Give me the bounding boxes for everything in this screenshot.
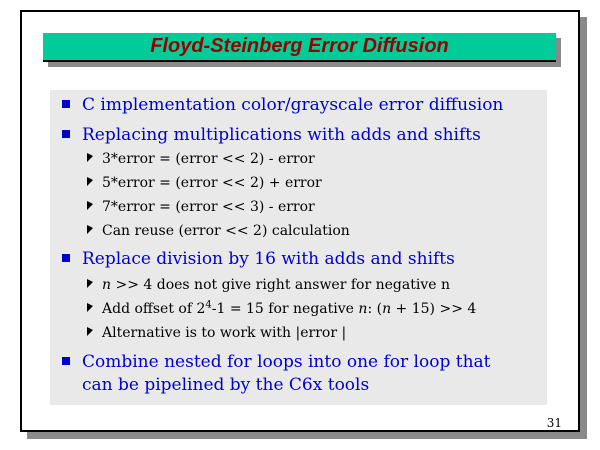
page-number: 31 <box>546 416 562 430</box>
sub-bullet-text: n <box>102 277 112 293</box>
sub-bullet-text: n <box>358 301 368 317</box>
bullet-text-line-1 <box>62 351 490 374</box>
bullet-text-line-2 <box>82 374 490 397</box>
sub-bullet-item <box>87 175 322 192</box>
sub-bullet-text: -1 = 15 for negative <box>211 301 359 317</box>
sub-bullet-item <box>87 151 315 168</box>
sub-bullet-item <box>87 199 315 216</box>
bullet-item <box>62 95 503 115</box>
sub-bullet-item <box>87 277 450 294</box>
bullet-item <box>62 351 490 397</box>
sub-bullet-item <box>87 301 476 318</box>
bullet-text: Combine nested for loops into one for loop that <box>82 352 491 372</box>
sub-bullet-text: 5*error = (error << 2) + error <box>102 175 322 191</box>
arrow-bullet-icon <box>87 303 93 312</box>
slide <box>20 10 580 432</box>
bullet-text: C implementation color/grayscale error diffusion <box>82 95 504 115</box>
arrow-bullet-icon <box>87 177 93 186</box>
bullet-item <box>62 249 455 269</box>
arrow-bullet-icon <box>87 327 93 336</box>
sub-bullet-text: 3*error = (error << 2) - error <box>102 151 315 167</box>
superscript-exponent: 4 <box>205 299 212 311</box>
slide-title: Floyd-Steinberg Error Diffusion <box>150 35 449 57</box>
slide-title-bar <box>43 33 556 62</box>
sub-bullet-text: + 15) >> 4 <box>391 301 477 317</box>
arrow-bullet-icon <box>87 201 93 210</box>
bullet-text: Replace division by 16 with adds and shifts <box>82 249 455 269</box>
sub-bullet-item <box>87 325 346 342</box>
square-bullet-icon <box>62 357 70 365</box>
sub-bullet-text: : ( <box>367 301 383 317</box>
bullet-text: can be pipelined by the C6x tools <box>82 375 370 395</box>
sub-bullet-item <box>87 223 350 240</box>
square-bullet-icon <box>62 254 70 262</box>
sub-bullet-text: 7*error = (error << 3) - error <box>102 199 315 215</box>
square-bullet-icon <box>62 100 70 108</box>
sub-bullet-text: >> 4 does not give right answer for negative n <box>111 277 450 293</box>
bullet-item <box>62 125 481 145</box>
slide-content-panel <box>50 90 547 405</box>
arrow-bullet-icon <box>87 225 93 234</box>
sub-bullet-text: Add offset of 2 <box>102 301 206 317</box>
bullet-text: Replacing multiplications with adds and shifts <box>82 125 481 145</box>
sub-bullet-text: Alternative is to work with |error | <box>102 325 347 341</box>
arrow-bullet-icon <box>87 153 93 162</box>
square-bullet-icon <box>62 130 70 138</box>
arrow-bullet-icon <box>87 279 93 288</box>
sub-bullet-text: n <box>382 301 392 317</box>
sub-bullet-text: Can reuse (error << 2) calculation <box>102 223 350 239</box>
